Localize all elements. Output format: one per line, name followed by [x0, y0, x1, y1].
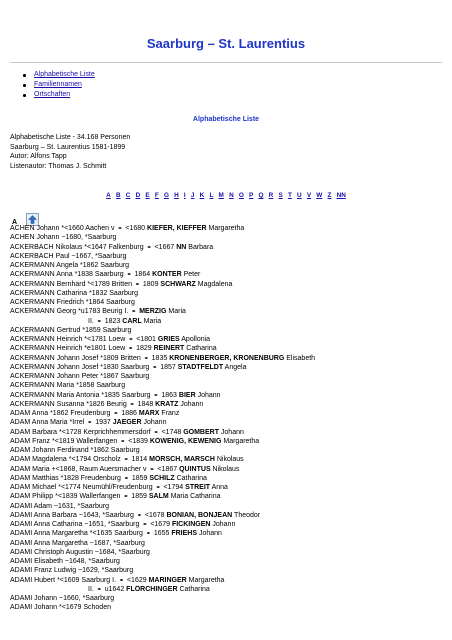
letter-link-c[interactable]: C	[125, 192, 131, 199]
marriage-rings-icon: ⚭	[136, 512, 142, 519]
spouse-given-name: Catharina	[177, 585, 210, 593]
entry-text: ADAM Johann Ferdinand *1862 Saarburg	[10, 447, 140, 454]
marriage-date: 1829	[134, 345, 154, 353]
entry-text: ADAMI Adam ~1631, *Saarburg	[10, 502, 110, 510]
nav-item	[22, 70, 95, 80]
section-title: Alphabetische Liste	[192, 116, 260, 123]
entry-text: ACKERMANN Anna *1838 Saarburg	[10, 271, 126, 279]
list-item	[10, 502, 445, 511]
spouse-given-name: Catharina	[174, 474, 207, 482]
entry-text: ACKERMANN Johann Josef *1809 Britten	[10, 354, 143, 362]
list-item	[10, 455, 445, 464]
spouse-given-name: Apollonia	[179, 336, 211, 343]
spouse-given-name: Barbara	[186, 243, 214, 251]
letter-index	[0, 192, 452, 199]
marriage-date: 1863	[159, 391, 179, 399]
marriage-rings-icon: ⚭	[149, 466, 155, 473]
page-title: Saarburg – St. Laurentius	[146, 36, 306, 51]
entry-text: ADAM Matthias *1828 Freudenburg	[10, 474, 123, 482]
list-item	[10, 363, 445, 372]
letter-link-o[interactable]: O	[238, 192, 244, 199]
spouse-given-name: Johann	[195, 391, 221, 399]
spouse-surname: SCHILZ	[149, 474, 175, 482]
spouse-surname: BONIAN, BONJEAN	[166, 511, 233, 519]
list-item	[10, 372, 445, 381]
marriage-rings-icon: ⚭	[128, 346, 134, 353]
letter-link-j[interactable]: J	[190, 192, 195, 199]
marriage-rings-icon: ⚭	[123, 494, 129, 501]
entry-text: ACHEN Johann *<1660 Aachen v	[10, 225, 117, 232]
marriage-rings-icon: ⚭	[96, 318, 102, 325]
list-item	[10, 252, 445, 261]
marriage-date: <1679	[148, 521, 172, 528]
list-item	[10, 594, 445, 603]
marriage-date: <1667	[152, 243, 177, 251]
meta-line: Alphabetische Liste - 34.168 Personen	[10, 134, 131, 141]
nav-link-alphabetische-liste[interactable]: Alphabetische Liste	[34, 71, 95, 78]
entry-text: ACKERMANN Bernhard *<1789 Britten	[10, 280, 134, 288]
list-item	[10, 483, 445, 492]
letter-link-z[interactable]: Z	[327, 192, 332, 199]
letter-link-m[interactable]: M	[218, 192, 224, 199]
list-item	[10, 446, 445, 455]
letter-link-f[interactable]: F	[154, 192, 159, 199]
letter-link-g[interactable]: G	[163, 192, 169, 199]
marriage-date: 1809	[140, 280, 161, 288]
entry-text: II.	[88, 585, 96, 593]
entry-text: ADAM Maria +<1868, Raum Auersmacher v	[10, 465, 149, 473]
spouse-surname: STADTFELDT	[177, 363, 224, 371]
marriage-rings-icon: ⚭	[118, 577, 125, 584]
entry-text: ADAMI Elisabeth ~1648, *Saarburg	[10, 558, 120, 565]
marriage-date: <1678	[142, 511, 167, 519]
nav-item	[22, 90, 95, 100]
spouse-given-name: Johann	[218, 428, 244, 436]
spouse-surname: MÖRSCH, MARSCH	[149, 456, 215, 464]
spouse-surname: SALM	[148, 493, 169, 501]
marriage-rings-icon: ⚭	[117, 226, 123, 232]
entry-text: ACKERMANN Catharina *1832 Saarburg	[10, 289, 139, 297]
list-item	[10, 243, 445, 252]
letter-link-s[interactable]: S	[278, 192, 283, 199]
letter-link-r[interactable]: R	[268, 192, 274, 199]
letter-link-l[interactable]: L	[209, 192, 214, 199]
nav-list	[22, 70, 95, 100]
divider	[10, 62, 442, 63]
spouse-surname: KONTER	[152, 271, 182, 279]
marriage-rings-icon: ⚭	[145, 531, 151, 538]
marriage-rings-icon: ⚭	[153, 429, 159, 436]
nav-link-ortschaften[interactable]: Ortschaften	[34, 91, 71, 98]
letter-link-q[interactable]: Q	[258, 192, 264, 199]
letter-link-i[interactable]: I	[183, 192, 186, 199]
spouse-given-name: Johann	[197, 530, 222, 538]
spouse-surname: SCHWARZ	[160, 280, 196, 288]
marriage-rings-icon: ⚭	[123, 475, 129, 482]
spouse-surname: GRIES	[157, 336, 180, 343]
person-list	[10, 224, 445, 613]
spouse-surname: NN	[176, 243, 187, 251]
entry-text: ADAMI Christoph Augustin ~1684, *Saarburg	[10, 548, 150, 556]
letter-link-u[interactable]: U	[297, 192, 302, 199]
list-item	[10, 307, 445, 316]
entry-text: ACKERMANN Georg *u1783 Beurig I.	[10, 308, 131, 316]
marriage-rings-icon: ⚭	[134, 281, 140, 288]
marriage-rings-icon: ⚭	[142, 522, 148, 528]
spouse-given-name: Magdalena	[195, 280, 233, 288]
spouse-given-name: Theodor	[232, 511, 261, 519]
entry-text: II.	[88, 317, 96, 325]
spouse-given-name: Maria Catharina	[168, 493, 221, 501]
marriage-rings-icon: ⚭	[96, 586, 102, 593]
letter-link-e[interactable]: E	[145, 192, 150, 199]
marriage-date: 1886	[119, 410, 139, 417]
entry-text: ADAMI Hubert *<1609 Saarburg I.	[10, 576, 118, 584]
entry-text: ACKERMANN Heinrich *<1781 Loew	[10, 336, 128, 343]
spouse-given-name: Margaretha	[206, 225, 245, 232]
entry-text: ACKERMANN Heinrich *e1801 Loew	[10, 345, 128, 353]
marriage-rings-icon: ⚭	[113, 411, 119, 417]
marriage-rings-icon: ⚭	[87, 420, 93, 427]
marriage-date: 1848	[135, 400, 156, 408]
marriage-date: 1937	[93, 419, 113, 427]
list-item	[10, 548, 445, 557]
marriage-rings-icon: ⚭	[155, 485, 161, 491]
entry-text: ACKERMANN Maria *1858 Saarburg	[10, 382, 126, 390]
list-item	[10, 335, 445, 344]
list-item	[10, 529, 445, 538]
list-item	[10, 261, 445, 270]
spouse-surname: STREIT	[185, 484, 211, 491]
spouse-surname: REINERT	[153, 345, 185, 353]
marriage-date: 1859	[129, 493, 149, 501]
entry-text: ADAM Michael *<1774 Neumühl/Freudenburg	[10, 484, 155, 491]
marriage-date: <1839	[126, 437, 150, 445]
list-item	[10, 400, 445, 409]
list-item	[10, 381, 445, 390]
marriage-date: u1642	[102, 585, 127, 593]
letter-link-v[interactable]: V	[306, 192, 312, 199]
entry-text: ACKERMANN Maria Antonia *1835 Saarburg	[10, 391, 153, 399]
nav-item	[22, 80, 95, 90]
list-item	[10, 465, 445, 474]
marriage-date: <1801	[134, 336, 158, 343]
list-item	[10, 280, 445, 289]
marriage-date: <1748	[159, 428, 184, 436]
entry-text: ADAMI Franz Ludwig ~1629, *Saarburg	[10, 567, 134, 575]
letter-link-n[interactable]: N	[229, 192, 234, 199]
marriage-date: 1655	[151, 530, 172, 538]
list-item	[10, 474, 445, 483]
list-item	[10, 224, 445, 233]
entry-text: ACKERMANN Johann Peter *1867 Saarburg	[10, 373, 150, 380]
letter-link-h[interactable]: H	[174, 192, 179, 199]
list-item	[10, 289, 445, 298]
list-item	[10, 326, 445, 335]
entry-text: ADAMI Johann *<1679 Schoden	[10, 604, 111, 612]
list-item	[10, 428, 445, 437]
entry-text: ADAMI Anna Barbara ~1643, *Saarburg	[10, 511, 136, 519]
marriage-date: <1680	[123, 225, 148, 232]
entry-text: ACKERBACH Nikolaus *<1647 Falkenburg	[10, 243, 146, 251]
meta-line: Listenautor: Thomas J. Schmitt	[10, 162, 107, 170]
spouse-given-name: Anna	[210, 484, 228, 491]
letter-link-t[interactable]: T	[287, 192, 292, 199]
marriage-rings-icon: ⚭	[129, 401, 135, 408]
list-item	[10, 511, 445, 520]
marriage-date: 1859	[129, 474, 150, 482]
marriage-date: <1794	[161, 484, 186, 491]
entry-text: ACKERMANN Susanna *1826 Beurig	[10, 400, 129, 408]
entry-text: ADAMI Anna Margaretha *<1635 Saarburg	[10, 530, 145, 538]
list-item	[10, 391, 445, 400]
marriage-rings-icon: ⚭	[153, 392, 159, 399]
entry-text: ADAMI Anna Margaretha ~1687, *Saarburg	[10, 539, 145, 547]
list-item	[10, 409, 445, 418]
spouse-given-name: Maria	[166, 308, 186, 316]
spouse-surname: MARX	[138, 410, 160, 417]
entry-text: ACKERMANN Friedrich *1864 Saarburg	[10, 299, 135, 306]
spouse-surname: KRONENBERGER, KRONENBURG	[169, 354, 285, 362]
spouse-surname: QUINTUS	[179, 465, 211, 473]
section-letter: A	[12, 219, 18, 226]
list-item	[10, 585, 445, 594]
entry-text: ADAM Barbara *<1728 Kerprichhemmersdorf	[10, 428, 153, 436]
marriage-rings-icon: ⚭	[131, 309, 137, 316]
list-item	[10, 344, 445, 353]
marriage-date: 1857	[158, 363, 178, 371]
spouse-given-name: Peter	[181, 271, 201, 279]
spouse-given-name: Elisabeth	[284, 354, 316, 362]
spouse-surname: FICKINGEN	[171, 521, 211, 528]
entry-text: ACKERBACH Paul ~1667, *Saarburg	[10, 252, 127, 260]
entry-text: ADAMI Johann ~1660, *Saarburg	[10, 595, 115, 602]
letter-link-nn[interactable]: NN	[336, 192, 346, 199]
meta-line: Saarburg – St. Laurentius 1581-1899	[10, 143, 126, 151]
list-item	[10, 437, 445, 446]
spouse-surname: CARL	[122, 317, 142, 325]
spouse-given-name: Margaretha	[186, 576, 225, 584]
marriage-date: 1864	[132, 271, 153, 279]
letter-link-k[interactable]: K	[199, 192, 205, 199]
spouse-given-name: Angela	[223, 363, 247, 371]
spouse-surname: MARINGER	[148, 576, 187, 584]
spouse-surname: MERZIG	[139, 308, 167, 316]
spouse-surname: GOMBERT	[183, 428, 219, 436]
letter-link-w[interactable]: W	[316, 192, 323, 199]
spouse-given-name: Maria	[141, 317, 162, 325]
marriage-rings-icon: ⚭	[126, 272, 132, 279]
list-item	[10, 270, 445, 279]
list-item	[10, 354, 445, 363]
entry-text: ACKERMANN Gertrud *1859 Saarburg	[10, 326, 132, 334]
marriage-rings-icon: ⚭	[146, 244, 152, 251]
entry-text: ADAM Franz *<1819 Wallerfangen	[10, 437, 120, 445]
meta-line: Autor: Alfons Tapp	[10, 153, 67, 160]
entry-text: ADAM Philipp *<1839 Wallerfangen	[10, 493, 123, 501]
letter-link-d[interactable]: D	[135, 192, 141, 199]
list-meta	[10, 133, 130, 171]
spouse-given-name: Franz	[159, 410, 180, 417]
spouse-given-name: Margaretha	[221, 437, 260, 445]
spouse-surname: KÖWENIG, KEWENIG	[149, 437, 222, 445]
list-item	[10, 566, 445, 575]
spouse-given-name: Johann	[178, 400, 204, 408]
entry-text: ACHEN Johann ~1680, *Saarburg	[10, 234, 117, 242]
marriage-date: <1629	[125, 576, 149, 584]
spouse-given-name: Johann	[141, 419, 167, 427]
list-item	[10, 298, 445, 307]
entry-text: ACKERMANN Johann Josef *1830 Saarburg	[10, 363, 152, 371]
spouse-surname: BIER	[178, 391, 196, 399]
list-item	[10, 492, 445, 501]
spouse-given-name: Nikolaus	[210, 465, 240, 473]
list-item	[10, 539, 445, 548]
entry-text: ADAMI Anna Catharina ~1651, *Saarburg	[10, 521, 142, 528]
spouse-surname: FLÖRCHINGER	[126, 585, 178, 593]
list-item	[10, 418, 445, 427]
spouse-surname: KIEFER, KIEFFER	[147, 225, 207, 232]
letter-link-b[interactable]: B	[115, 192, 121, 199]
entry-text: ADAM Anna Maria *Irrel	[10, 419, 87, 427]
list-item	[10, 317, 445, 326]
entry-text: ADAM Anna *1862 Freudenburg	[10, 410, 113, 417]
list-item	[10, 557, 445, 566]
marriage-rings-icon: ⚭	[152, 364, 158, 371]
spouse-given-name: Catharina	[184, 345, 217, 353]
marriage-rings-icon: ⚭	[123, 457, 129, 464]
spouse-surname: KRATZ	[155, 400, 179, 408]
nav-link-familiennamen[interactable]: Familiennamen	[34, 81, 82, 88]
list-item	[10, 576, 445, 585]
list-item	[10, 233, 445, 242]
list-item	[10, 520, 445, 529]
letter-link-p[interactable]: P	[249, 192, 254, 199]
marriage-date: 1814	[129, 456, 150, 464]
spouse-given-name: Johann	[210, 521, 236, 528]
list-item	[10, 603, 445, 612]
entry-text: ADAM Magdalena *<1794 Orscholz	[10, 456, 123, 464]
marriage-date: 1823	[102, 317, 123, 325]
marriage-rings-icon: ⚭	[120, 438, 126, 445]
letter-link-a[interactable]: A	[106, 192, 111, 199]
entry-text: ACKERMANN Angela *1862 Saarburg	[10, 262, 130, 269]
spouse-surname: JAEGER	[112, 419, 142, 427]
marriage-rings-icon: ⚭	[128, 337, 134, 343]
spouse-given-name: Nikolaus	[214, 456, 244, 464]
spouse-surname: FRIEHS	[171, 530, 198, 538]
marriage-date: 1835	[149, 354, 170, 362]
marriage-date: <1867	[155, 465, 180, 473]
marriage-rings-icon: ⚭	[143, 355, 149, 362]
